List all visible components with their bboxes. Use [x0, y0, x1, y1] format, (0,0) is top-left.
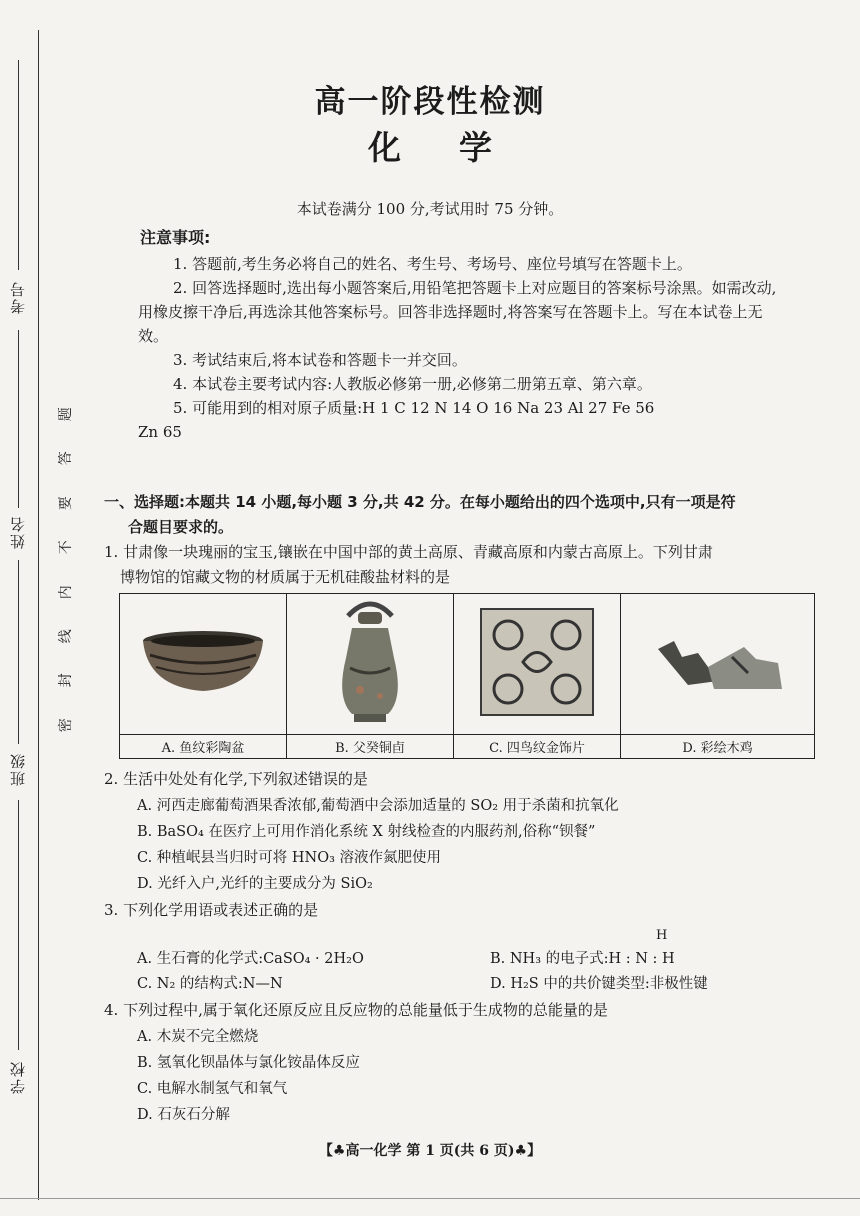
image-gold-plaque [454, 594, 621, 735]
exam-info: 本试卷满分 100 分,考试用时 75 分钟。 [296, 200, 564, 218]
question-stem: 1. 甘肃像一块瑰丽的宝玉,镶嵌在中国中部的黄土高原、青藏高原和内蒙古高原上。下列甘肃 [104, 543, 713, 561]
notice-item: 2. 回答选择题时,选出每小题答案后,用铅笔把答题卡上对应题目的答案标号涂黑。如需改动,用橡皮擦干净后,再选涂其他答案标号。回答非选择题时,将答案写在答题卡上。写在本试卷上无效。 [138, 279, 777, 345]
question-2-option-b: B. BaSO₄ 在医疗上可用作消化系统 X 射线检查的内服药剂,俗称“钡餐” [137, 824, 596, 840]
question-3-option-d: D. H₂S 中的共价键类型:非极性键 [490, 976, 708, 992]
field-line [18, 330, 19, 508]
field-label: 姓名 [8, 515, 27, 549]
field-label: 学校 [8, 1060, 27, 1094]
notice-heading: 注意事项: [140, 228, 211, 247]
image-bronze-you [287, 594, 454, 735]
question-4-option-d: D. 石灰石分解 [137, 1107, 230, 1123]
field-exam-number [0, 280, 36, 318]
question-2-option-d: D. 光纤入户,光纤的主要成分为 SiO₂ [137, 876, 373, 892]
artifact-option-c: C. 四鸟纹金饰片 [454, 735, 621, 759]
notice-item: 5. 可能用到的相对原子质量:H 1 C 12 N 14 O 16 Na 23 Al 27 Fe 56 [173, 399, 655, 417]
image-wooden-chicken [621, 594, 815, 735]
electron-formula-top-h: H [656, 928, 668, 943]
notice-item: Zn 65 [138, 423, 182, 441]
page-bottom-rule [0, 1198, 860, 1199]
question-2-option-c: C. 种植岷县当归时可将 HNO₃ 溶液作氮肥使用 [137, 850, 442, 866]
question-3-option-a: A. 生石膏的化学式:CaSO₄ · 2H₂O [137, 951, 364, 967]
artifact-option-d: D. 彩绘木鸡 [621, 735, 815, 759]
exam-title: 高一阶段性检测 [314, 84, 546, 120]
artifact-option-b: B. 父癸铜卣 [287, 735, 454, 759]
notice-item: 4. 本试卷主要考试内容:人教版必修第一册,必修第二册第五章、第六章。 [173, 375, 652, 393]
page-footer: 【♣高一化学 第 1 页(共 6 页)♣】 [318, 1143, 542, 1159]
notice-item: 1. 答题前,考生务必将自己的姓名、考生号、考场号、座位号填写在答题卡上。 [173, 255, 692, 273]
question-3-option-b: B. NH₃ 的电子式:H : N : H [490, 951, 675, 967]
question-stem: 博物馆的馆藏文物的材质属于无机硅酸盐材料的是 [120, 568, 451, 586]
artifact-option-a: A. 鱼纹彩陶盆 [120, 735, 287, 759]
subject-title: 化学 [368, 128, 550, 167]
seal-char: 封 [57, 673, 74, 688]
image-pottery-basin [120, 594, 287, 735]
seal-char: 密 [57, 717, 74, 732]
field-label: 考号 [8, 280, 27, 314]
field-line [18, 560, 19, 744]
notice-list [138, 252, 788, 444]
wooden-chicken-image [648, 627, 788, 697]
question-2-option-a: A. 河西走廊葡萄酒果香浓郁,葡萄酒中会添加适量的 SO₂ 用于杀菌和抗氧化 [137, 798, 619, 814]
seal-char: 内 [57, 584, 74, 599]
field-class [0, 752, 36, 790]
section-heading-line: 一、选择题:本题共 14 小题,每小题 3 分,共 42 分。在每小题给出的四个选项中,只有一项是符 [104, 493, 736, 511]
field-name [0, 515, 36, 553]
field-label: 班级 [8, 752, 27, 786]
question-3-option-c: C. N₂ 的结构式:N—N [137, 976, 283, 992]
question-1 [104, 540, 820, 590]
question-4-option-c: C. 电解水制氢气和氧气 [137, 1081, 288, 1097]
question-2-stem: 2. 生活中处处有化学,下列叙述错误的是 [104, 770, 368, 788]
notice-item: 3. 考试结束后,将本试卷和答题卡一并交回。 [173, 351, 467, 369]
pottery-basin-image [138, 627, 268, 697]
seal-char: 答 [57, 451, 74, 466]
field-line [18, 800, 19, 1050]
question-4-option-b: B. 氢氧化钡晶体与氯化铵晶体反应 [137, 1055, 360, 1071]
gold-plaque-image [473, 603, 601, 721]
section-heading-line: 合题目要求的。 [128, 518, 234, 536]
bronze-you-image [330, 598, 410, 726]
artifact-table [119, 593, 815, 759]
field-school [0, 1060, 36, 1098]
seal-char: 线 [57, 629, 74, 644]
seal-char: 题 [57, 407, 74, 422]
question-3-stem: 3. 下列化学用语或表述正确的是 [104, 901, 319, 919]
seal-char: 不 [57, 540, 74, 555]
question-4-stem: 4. 下列过程中,属于氧化还原反应且反应物的总能量低于生成物的总能量的是 [104, 1001, 608, 1019]
seal-char: 要 [57, 495, 74, 510]
seal-line-notice [58, 392, 74, 747]
question-4-option-a: A. 木炭不完全燃烧 [137, 1029, 259, 1045]
section-heading [104, 490, 824, 540]
